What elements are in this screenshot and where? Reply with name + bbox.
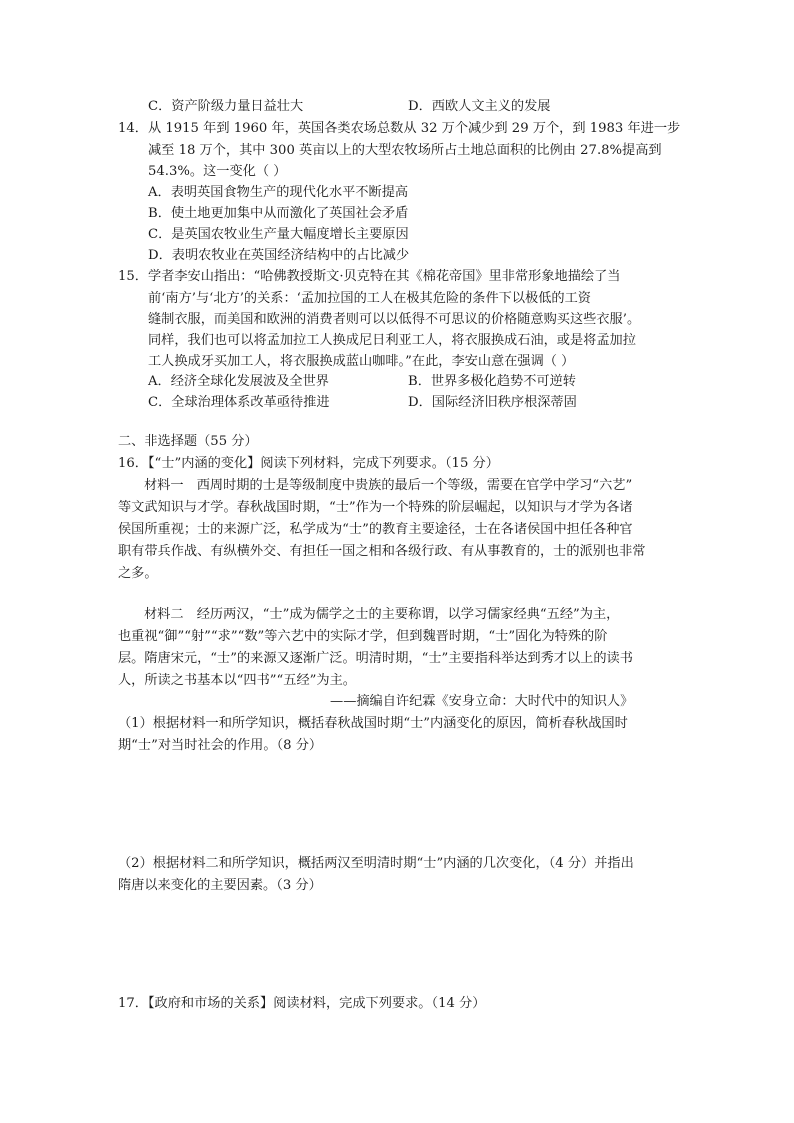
q15-options-row-2 [148, 392, 577, 414]
q13-options-row [148, 96, 551, 118]
q15-stem-line-4: 同样，我们也可以将孟加拉工人换成尼日利亚工人，将衣服换成石油，或是将孟加拉 [148, 333, 636, 348]
q15-option-c: C．全球治理体系改革亟待推进 [148, 395, 330, 410]
q15-option-a: A．经济全球化发展波及全世界 [148, 374, 329, 389]
q16-sub2-line-1: （2）根据材料二和所学知识，概括两汉至明清时期“士”内涵的几次变化，（4 分）并指出 [118, 856, 634, 871]
q16-material2-line-3: 层。隋唐宋元，“士”的来源又逐渐广泛。明清时期，“士”主要指科举达到秀才以上的读书 [118, 651, 633, 666]
q16-material1-line-2: 等文武知识与才学。春秋战国时期，“士”作为一个特殊的阶层崛起，以知识与才学为各诸 [118, 500, 633, 515]
q16-material2-line-1: 材料二 经历两汉，“士”成为儒学之士的主要称谓，以学习儒家经典“五经”为主， [144, 607, 620, 622]
q14-number: 14． [118, 121, 148, 136]
q16-header: 16．【“士”内涵的变化】阅读下列材料，完成下列要求。（15 分） [118, 456, 499, 471]
q13-option-d: D．西欧人文主义的发展 [408, 99, 551, 114]
q15-stem-line-2: 前‘南方’与‘北方’的关系：‘孟加拉国的工人在极其危险的条件下以极低的工资 [148, 291, 591, 306]
q16-sub1-line-2: 期“士”对当时社会的作用。（8 分） [118, 738, 323, 753]
q14-option-b: B．使土地更加集中从而激化了英国社会矛盾 [148, 206, 409, 221]
q16-material1-line-4: 职有带兵作战、有纵横外交、有担任一国之相和各级行政、有从事教育的，士的派别也非常 [118, 544, 646, 559]
section-2-title: 二、非选择题（55 分） [118, 434, 258, 449]
q15-option-d: D．国际经济旧秩序根深蒂固 [408, 395, 577, 410]
q15-stem-line-3: 缝制衣服，而美国和欧洲的消费者则可以以低得不可思议的价格随意购买这些衣服’。 [148, 312, 641, 327]
q14-option-c: C．是英国农牧业生产量大幅度增长主要原因 [148, 227, 409, 242]
q16-sub1-line-1: （1）根据材料一和所学知识，概括春秋战国时期“士”内涵变化的原因，简析春秋战国时 [118, 716, 628, 731]
q15-stem-line-5: 工人换成牙买加工人，将衣服换成蓝山咖啡。”在此，李安山意在强调（ ） [148, 354, 575, 369]
q16-material2-line-4: 人，所读之书基本以“四书”“五经”为主。 [118, 673, 356, 688]
q14-option-d: D．表明农牧业在英国经济结构中的占比减少 [148, 248, 410, 263]
q14-stem-line-2: 减至 18 万个，其中 300 英亩以上的大型农牧场所占土地总面积的比例由 27.8%提高到 [148, 143, 662, 158]
q15-option-b: B．世界多极化趋势不可逆转 [408, 374, 576, 389]
q17-header: 17．【政府和市场的关系】阅读材料，完成下列要求。（14 分） [118, 996, 486, 1011]
q15-options-row-1 [148, 371, 576, 393]
q14-option-a: A．表明英国食物生产的现代化水平不断提高 [148, 185, 409, 200]
q14-stem-line-3: 54.3%。这一变化（ ） [148, 164, 287, 179]
q16-material1-line-5: 之多。 [118, 566, 158, 581]
q15-stem-line-1: 学者李安山指出：“哈佛教授斯文·贝克特在其《棉花帝国》里非常形象地描绘了当 [148, 269, 621, 284]
q16-material1-line-3: 侯国所重视；士的来源广泛，私学成为“士”的教育主要途径，士在各诸侯国中担任各种官 [118, 522, 633, 537]
q14-stem-line-1: 从 1915 年到 1960 年，英国各类农场总数从 32 万个减少到 29 万个，到 1983 年进一步 [148, 121, 681, 136]
q16-sub2-line-2: 隋唐以来变化的主要因素。（3 分） [118, 878, 322, 893]
q13-option-c: C．资产阶级力量日益壮大 [148, 99, 304, 114]
q15-number: 15． [118, 269, 148, 284]
q16-source-citation: ——摘编自许纪霖《安身立命：大时代中的知识人》 [330, 694, 634, 709]
q16-material2-line-2: 也重视“御”“射”“求”“数”等六艺中的实际才学，但到魏晋时期，“士”固化为特殊的阶 [118, 629, 608, 644]
q16-material1-line-1: 材料一 西周时期的士是等级制度中贵族的最后一个等级，需要在官学中学习“六艺” [144, 478, 633, 493]
